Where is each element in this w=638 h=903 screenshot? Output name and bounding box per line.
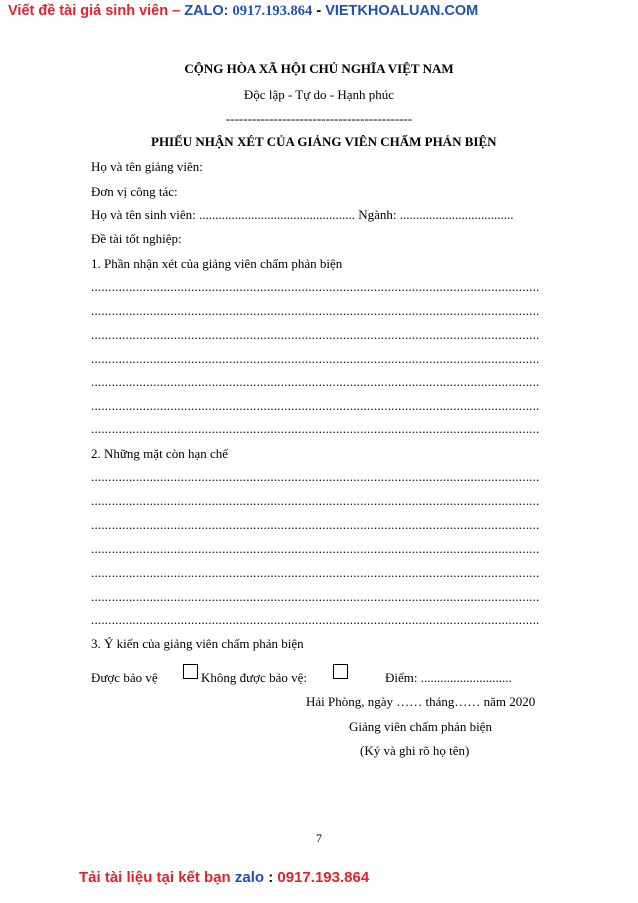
banner-sep: - bbox=[312, 3, 326, 19]
lecturer-name-field: Họ và tên giảng viên: bbox=[91, 159, 203, 174]
section-1-heading: 1. Phần nhận xét của giảng viên chấm phản biện bbox=[91, 256, 343, 271]
dotted-line: .................................................................................................................................. bbox=[91, 374, 540, 389]
fail-checkbox[interactable] bbox=[333, 664, 348, 679]
dotted-line: .................................................................................................................................. bbox=[91, 493, 540, 508]
page-number: 7 bbox=[316, 831, 322, 845]
dotted-line: .................................................................................................................................. bbox=[91, 612, 540, 627]
dotted-line: .................................................................................................................................. bbox=[91, 351, 540, 366]
section-3-heading: 3. Ý kiến của giảng viên chấm phản biện bbox=[91, 636, 304, 651]
bottom-banner bbox=[79, 869, 369, 886]
work-unit-field: Đơn vị công tác: bbox=[91, 184, 178, 199]
dotted-line: .................................................................................................................................. bbox=[91, 565, 540, 580]
bottom-banner-sep: : bbox=[264, 869, 278, 886]
pass-label: Được bảo vệ bbox=[91, 670, 158, 685]
place-date: Hải Phòng, ngày …… tháng…… năm 2020 bbox=[306, 694, 536, 709]
top-banner bbox=[8, 3, 478, 20]
document-title: PHIẾU NHẬN XÉT CỦA GIẢNG VIÊN CHẤM PHẢN BIỆN bbox=[151, 134, 497, 149]
signature-note: (Ký và ghi rõ họ tên) bbox=[360, 743, 470, 758]
bottom-banner-phone: 0917.193.864 bbox=[277, 869, 370, 886]
dotted-line: .................................................................................................................................. bbox=[91, 541, 540, 556]
dotted-line: .................................................................................................................................. bbox=[91, 469, 540, 484]
dotted-line: .................................................................................................................................. bbox=[91, 589, 540, 604]
bottom-banner-zalo: zalo bbox=[234, 869, 265, 886]
header-rule: ------------------------------------------- bbox=[225, 111, 413, 126]
fail-label: Không được bảo vệ: bbox=[201, 670, 307, 685]
banner-zalo-label: ZALO: bbox=[184, 3, 233, 19]
banner-phone: 0917.193.864 bbox=[232, 3, 313, 19]
dotted-line: .................................................................................................................................. bbox=[91, 279, 540, 294]
dotted-line: .................................................................................................................................. bbox=[91, 398, 540, 413]
motto: Độc lập - Tự do - Hạnh phúc bbox=[243, 87, 395, 102]
banner-prefix: Viết đề tài giá sinh viên – bbox=[8, 3, 185, 19]
banner-site: VIETKHOALUAN.COM bbox=[325, 3, 479, 19]
dotted-line: .................................................................................................................................. bbox=[91, 327, 540, 342]
dotted-line: .................................................................................................................................. bbox=[91, 421, 540, 436]
signer-role: Giảng viên chấm phản biện bbox=[349, 719, 492, 734]
thesis-topic-field: Đề tài tốt nghiệp: bbox=[91, 231, 182, 246]
dotted-line: .................................................................................................................................. bbox=[91, 517, 540, 532]
student-major-field: Họ và tên sinh viên: ................................................ Ngành: ................................... bbox=[91, 207, 514, 222]
bottom-banner-text: Tải tài liệu tại kết bạn bbox=[79, 869, 235, 886]
dotted-line: .................................................................................................................................. bbox=[91, 303, 540, 318]
pass-checkbox[interactable] bbox=[183, 664, 198, 679]
country-name: CỘNG HÒA XÃ HỘI CHỦ NGHĨA VIỆT NAM bbox=[184, 61, 454, 76]
score-field: Điểm: ............................ bbox=[385, 670, 512, 685]
section-2-heading: 2. Những mặt còn hạn chế bbox=[91, 446, 229, 461]
